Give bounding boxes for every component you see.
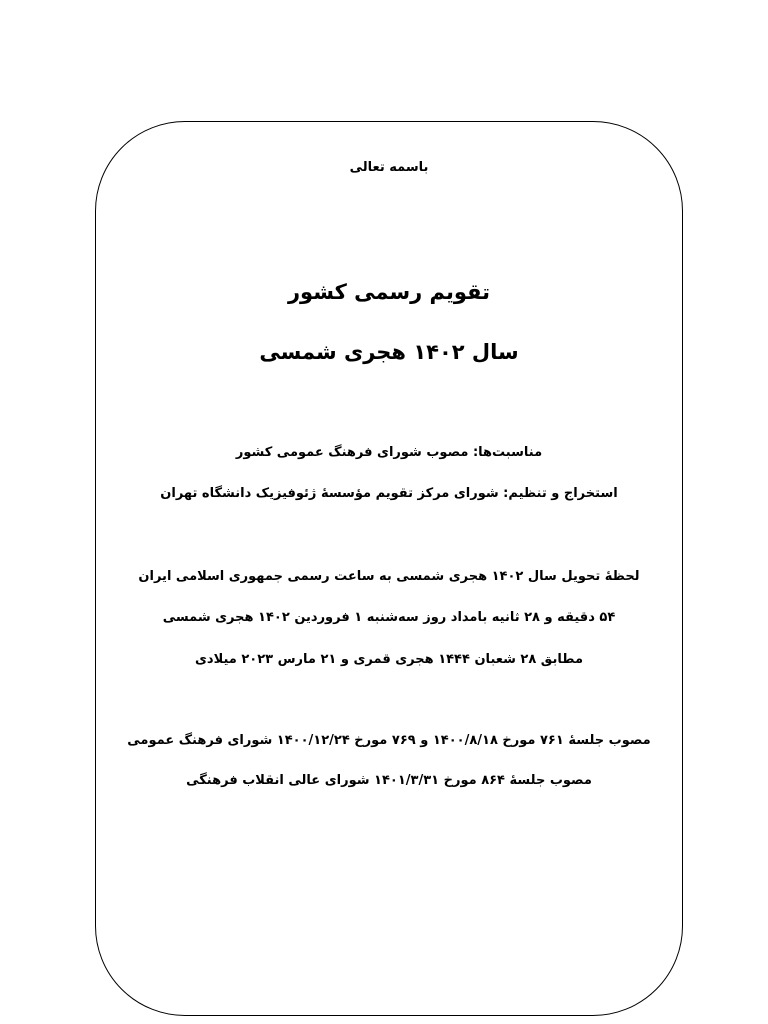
approval-line-2: مصوب جلسهٔ ۸۶۴ مورخ ۱۴۰۱/۳/۳۱ شورای عالی انقلاب فرهنگی — [186, 773, 592, 788]
equinox-line-2: ۵۴ دقیقه و ۲۸ ثانیه بامداد روز سه‌شنبه ۱ فروردین ۱۴۰۲ هجری شمسی — [162, 610, 616, 625]
equinox-line-3: مطابق ۲۸ شعبان ۱۴۴۴ هجری قمری و ۲۱ مارس ۲۰۲۳ میلادی — [195, 652, 583, 667]
equinox-line-1: لحظهٔ تحویل سال ۱۴۰۲ هجری شمسی به ساعت رسمی جمهوری اسلامی ایران — [138, 569, 640, 584]
document-year-title: سال ۱۴۰۲ هجری شمسی — [259, 340, 519, 364]
document-title: تقویم رسمی کشور — [287, 280, 491, 304]
approval-line-1: مصوب جلسهٔ ۷۶۱ مورخ ۱۴۰۰/۸/۱۸ و ۷۶۹ مورخ ۱۴۰۰/۱۲/۲۴ شورای فرهنگ عمومی — [127, 733, 651, 748]
occasions-credit: مناسبت‌ها: مصوب شورای فرهنگ عمومی کشور — [235, 445, 543, 460]
invocation-text: باسمه تعالی — [349, 160, 429, 175]
extraction-credit: استخراج و تنظیم: شورای مرکز تقویم مؤسسهٔ ژئوفیزیک دانشگاه تهران — [160, 486, 618, 501]
